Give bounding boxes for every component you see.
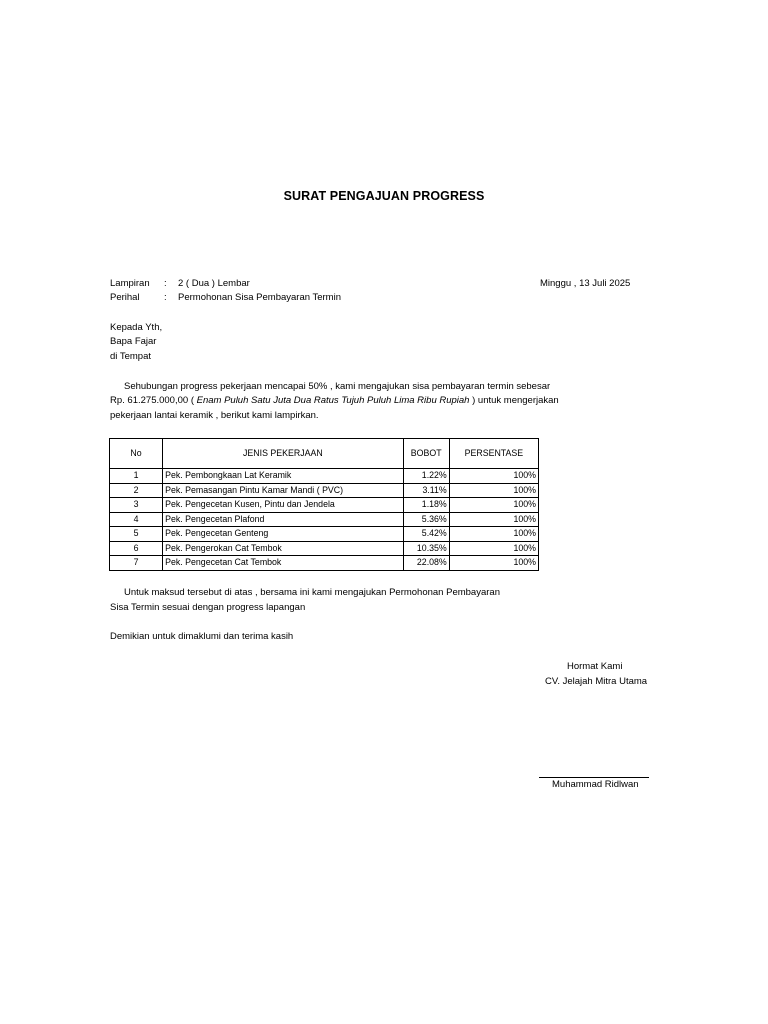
closing-sentence: Demikian untuk dimaklumi dan terima kasih [110, 631, 294, 642]
row-job: Pek. Pengecetan Cat Tembok [163, 556, 404, 571]
row-no: 3 [110, 498, 163, 513]
row-no: 2 [110, 483, 163, 498]
lampiran-separator: : [164, 278, 167, 289]
table-row [110, 556, 539, 571]
body-paragraph-2-line-1: Untuk maksud tersebut di atas , bersama ini kami mengajukan Permohonan Pembayaran [124, 587, 500, 598]
row-persentase: 100% [449, 498, 538, 513]
body-paragraph-1-line-1: Sehubungan progress pekerjaan mencapai 50% , kami mengajukan sisa pembayaran termin sebesar [124, 381, 551, 392]
row-persentase: 100% [449, 483, 538, 498]
perihal-separator: : [164, 292, 167, 303]
row-bobot: 22.08% [403, 556, 449, 571]
lampiran-label: Lampiran [110, 278, 150, 289]
amount-in-words: Enam Puluh Satu Juta Dua Ratus Tujuh Puluh Lima Ribu Rupiah [196, 395, 470, 406]
table-row [110, 483, 539, 498]
amount-figure: Rp. 61.275.000,00 ( [110, 395, 197, 406]
row-job: Pek. Pembongkaan Lat Keramik [163, 469, 404, 484]
row-no: 4 [110, 512, 163, 527]
signature-greeting: Hormat Kami [567, 661, 623, 672]
row-job: Pek. Pemasangan Pintu Kamar Mandi ( PVC) [163, 483, 404, 498]
header-no: No [110, 439, 163, 469]
row-job: Pek. Pengerokan Cat Tembok [163, 541, 404, 556]
row-job: Pek. Pengecetan Kusen, Pintu dan Jendela [163, 498, 404, 513]
row-bobot: 1.18% [403, 498, 449, 513]
perihal-value: Permohonan Sisa Pembayaran Termin [178, 292, 341, 303]
row-persentase: 100% [449, 556, 538, 571]
row-no: 1 [110, 469, 163, 484]
header-bobot: BOBOT [403, 439, 449, 469]
table-row [110, 469, 539, 484]
perihal-label: Perihal [110, 292, 140, 303]
row-no: 5 [110, 527, 163, 542]
row-persentase: 100% [449, 469, 538, 484]
body-paragraph-1-line-3: pekerjaan lantai keramik , berikut kami lampirkan. [110, 410, 319, 421]
signatory-name: Muhammad Ridlwan [552, 779, 639, 790]
document-title: SURAT PENGAJUAN PROGRESS [283, 189, 485, 203]
row-bobot: 3.11% [403, 483, 449, 498]
header-jenis-pekerjaan: JENIS PEKERJAAN [163, 439, 404, 469]
row-bobot: 5.36% [403, 512, 449, 527]
body-paragraph-1-line-2-end: ) untuk mengerjakan [469, 395, 559, 406]
recipient-greeting: Kepada Yth, [110, 322, 163, 333]
table-row [110, 541, 539, 556]
letter-date: Minggu , 13 Juli 2025 [540, 278, 631, 289]
row-bobot: 10.35% [403, 541, 449, 556]
signature-company: CV. Jelajah Mitra Utama [545, 676, 648, 687]
row-bobot: 5.42% [403, 527, 449, 542]
work-progress-table [109, 438, 539, 571]
lampiran-value: 2 ( Dua ) Lembar [178, 278, 250, 289]
row-persentase: 100% [449, 512, 538, 527]
row-job: Pek. Pengecetan Genteng [163, 527, 404, 542]
row-no: 7 [110, 556, 163, 571]
recipient-place: di Tempat [110, 351, 152, 362]
table-row [110, 512, 539, 527]
row-persentase: 100% [449, 527, 538, 542]
header-persentase: PERSENTASE [449, 439, 538, 469]
row-job: Pek. Pengecetan Plafond [163, 512, 404, 527]
recipient-name: Bapa Fajar [110, 336, 157, 347]
row-bobot: 1.22% [403, 469, 449, 484]
row-no: 6 [110, 541, 163, 556]
body-paragraph-1-line-2 [110, 394, 559, 409]
table-header-row [110, 439, 539, 469]
table-row [110, 498, 539, 513]
row-persentase: 100% [449, 541, 538, 556]
table-row [110, 527, 539, 542]
body-paragraph-2-line-2: Sisa Termin sesuai dengan progress lapangan [110, 602, 306, 613]
